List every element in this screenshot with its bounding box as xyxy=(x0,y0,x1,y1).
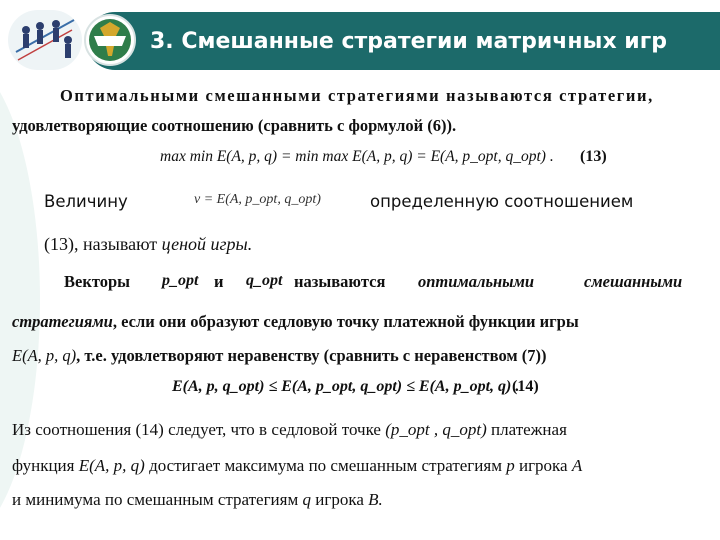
paragraph-word: Величину xyxy=(44,192,128,211)
paragraph-line xyxy=(44,234,252,255)
paragraph-word: называются xyxy=(294,272,386,291)
paragraph-word: Векторы xyxy=(64,272,131,291)
vector-p-opt: p_opt xyxy=(162,272,199,289)
text-fragment: платежная xyxy=(491,420,567,439)
formula-number: (14) xyxy=(512,378,539,395)
formula-14: E(A, p, q_opt) ≤ E(A, p_opt, q_opt) ≤ E(A, p_opt, q) . xyxy=(172,378,520,395)
payoff-function: E(A, p, q) xyxy=(12,346,77,365)
text-fragment: функция xyxy=(12,456,75,475)
formula-13: max min E(A, p, q) = min max E(A, p, q) = E(A, p_opt, q_opt) . xyxy=(160,148,554,165)
paragraph-line xyxy=(12,456,582,476)
text-fragment: и минимума по смешанным стратегиям xyxy=(12,490,299,509)
term-strategies: стратегиями xyxy=(12,312,113,331)
payoff-function: E(A, p, q) xyxy=(78,456,145,475)
saddle-point: (p_opt , q_opt) xyxy=(385,420,487,439)
term-price-of-game: ценой игры. xyxy=(161,234,253,254)
paragraph-line: удовлетворяющие соотношению (сравнить с формулой (6)). xyxy=(12,116,457,135)
university-emblem-icon xyxy=(84,14,136,66)
paragraph-line: определенную соотношением xyxy=(370,192,634,211)
vector-q: q xyxy=(302,490,311,509)
paragraph-word: и xyxy=(214,272,224,291)
value-formula: v = E(A, p_opt, q_opt) xyxy=(194,192,321,207)
paragraph-line xyxy=(12,312,579,332)
term-mixed: смешанными xyxy=(584,272,683,291)
paragraph-line: Оптимальными смешанными стратегиями называются стратегии, xyxy=(60,86,654,105)
term-optimal: оптимальными xyxy=(418,272,535,291)
chess-players-icon xyxy=(8,10,82,70)
vector-q-opt: q_opt xyxy=(246,272,283,289)
paragraph-line xyxy=(12,490,383,510)
player-a: A xyxy=(571,456,583,475)
vector-p: p xyxy=(506,456,515,475)
text-fragment: (13), называют xyxy=(44,234,162,254)
slide-title: 3. Смешанные стратегии матричных игр xyxy=(150,29,667,54)
formula-number: (13) xyxy=(580,148,607,165)
text-fragment: достигает максимума по смешанным стратегиям xyxy=(149,456,502,475)
player-b: B. xyxy=(368,490,383,509)
slide-header xyxy=(0,0,720,78)
text-fragment: , если они образуют седловую точку платежной функции игры xyxy=(112,312,579,331)
paragraph-line xyxy=(12,346,547,366)
paragraph-line xyxy=(12,420,567,440)
text-fragment: Из соотношения (14) следует, что в седловой точке xyxy=(12,420,381,439)
text-fragment: игрока xyxy=(315,490,364,509)
text-fragment: игрока xyxy=(518,456,568,475)
text-fragment: , т.е. удовлетворяют неравенству (сравнить с неравенством (7)) xyxy=(76,346,547,365)
